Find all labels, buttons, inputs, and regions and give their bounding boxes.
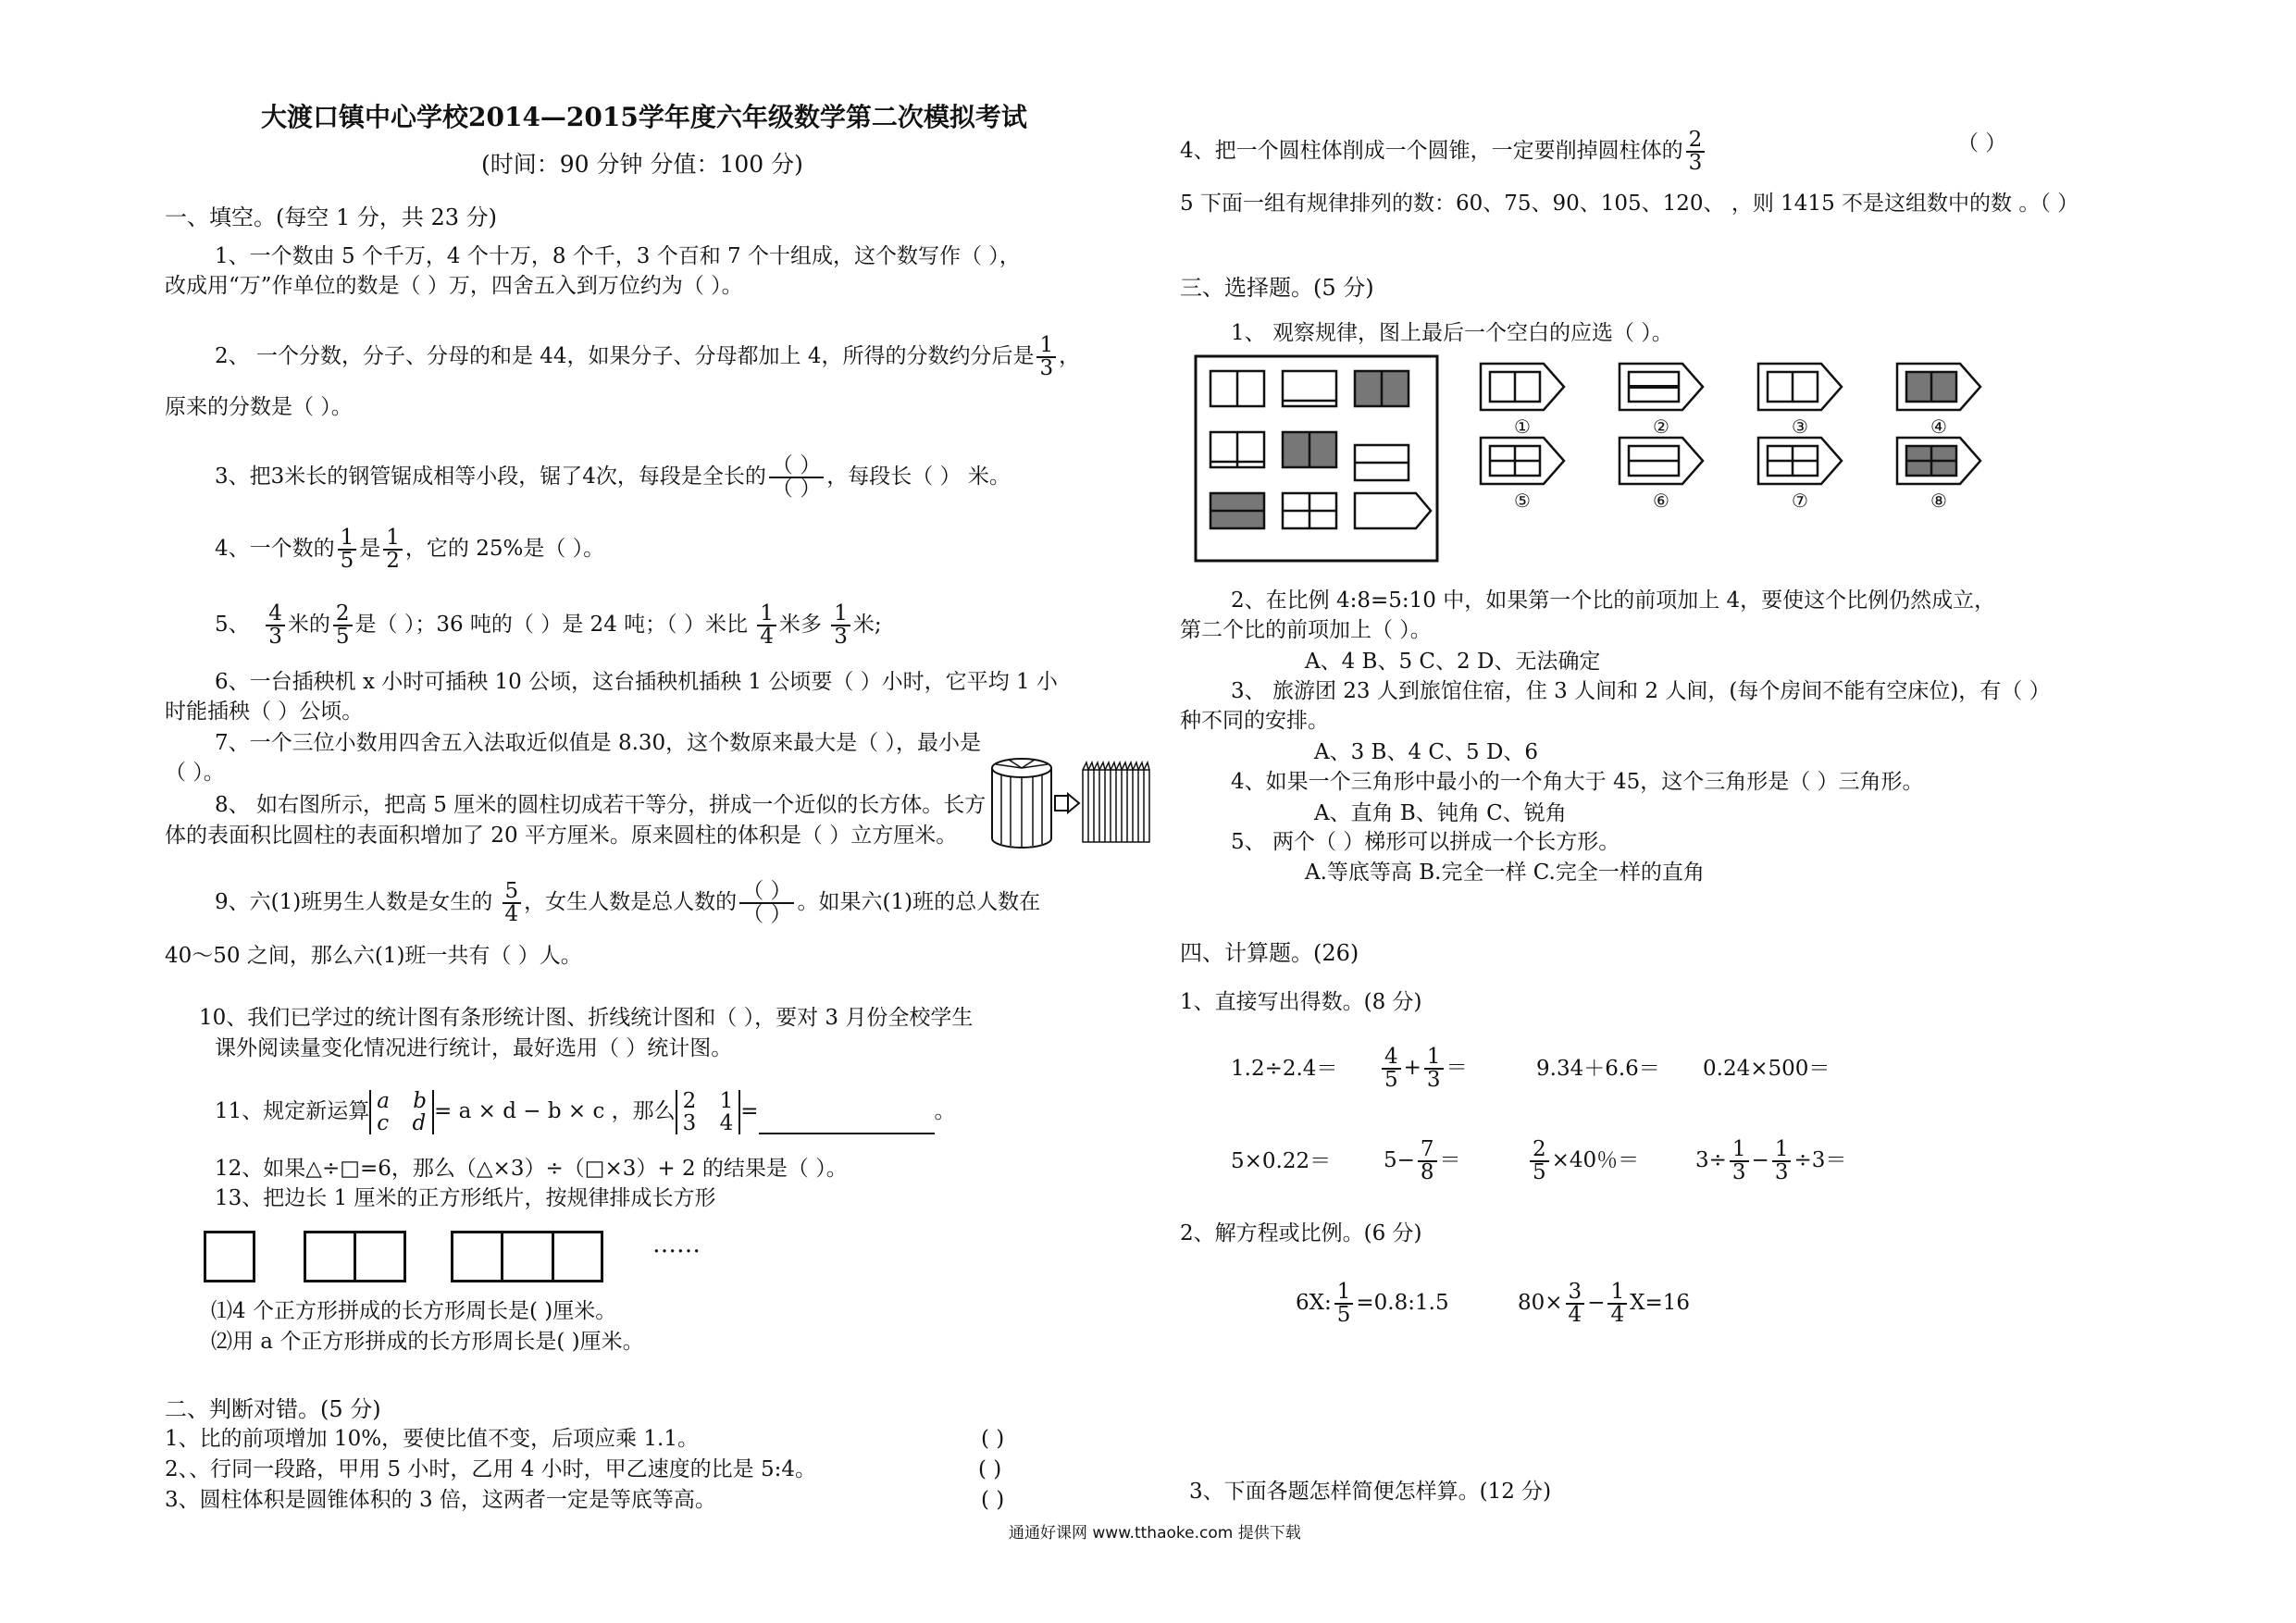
calc-part-3: 3、下面各题怎样简便怎样算。(12 分) — [1189, 1480, 1552, 1504]
option-8-label: ⑧ — [1930, 489, 1947, 512]
choice-4: 4、如果一个三角形中最小的一个角大于 45，这个三角形是（ ）三角形。 — [1231, 770, 1924, 794]
rect-3-squares — [451, 1231, 603, 1282]
q9-line2: 40～50 之间，那么六(1)班一共有（ ）人。 — [165, 944, 582, 968]
option-3-shape — [1758, 364, 1842, 410]
calc-6: 5− $\frac{7}{8}$ ＝ — [1384, 1137, 1461, 1184]
q3: 3、把3米长的钢管锯成相等小段，锯了4次，每段是全长的 $\frac{( )}{( )}$ ，每段长（ ） 米。 — [215, 453, 1011, 501]
ellipsis: …… — [652, 1231, 701, 1258]
q7-line2: （ ）。 — [165, 761, 225, 785]
q12: 12、如果△÷□=6，那么（△×3）÷（□×3）+ 2 的结果是（ ）。 — [215, 1157, 848, 1181]
calc-1: 1.2÷2.4＝ — [1231, 1057, 1338, 1081]
calc-part-2: 2、解方程或比例。(6 分) — [1180, 1221, 1422, 1245]
q6-line2: 时能插秧（ ）公顷。 — [165, 700, 364, 724]
option-1-shape — [1481, 364, 1564, 410]
square-1 — [204, 1231, 255, 1282]
option-4-label: ④ — [1930, 415, 1947, 438]
calc-part-1: 1、直接写出得数。(8 分) — [1180, 990, 1422, 1014]
q2-line1: 2、 一个分数，分子、分母的和是 44，如果分子、分母都加上 4，所得的分数约分后是 $\frac{1}{3}$ ， — [215, 333, 1081, 380]
judge-5: 5 下面一组有规律排列的数：60、75、90、105、120、 ，则 1415 不是这组数中的数 。（ ） — [1180, 192, 2079, 216]
footer-source: 通通好课网 www.tthaoke.com 提供下载 — [1009, 1524, 1301, 1542]
choice-3-line1: 3、 旅游团 23 人到旅馆住宿，住 3 人间和 2 人间，(每个房间不能有空床位)，有（ ） — [1231, 679, 2051, 703]
q13-part1: ⑴4 个正方形拼成的长方形周长是( )厘米。 — [211, 1299, 617, 1323]
page-title: 大渡口镇中心学校2014—2015学年度六年级数学第二次模拟考试 — [261, 102, 1027, 132]
judge-1: 1、比的前项增加 10%，要使比值不变，后项应乘 1.1。 — [165, 1427, 699, 1451]
q4: 4、一个数的 $\frac{1}{5}$ 是 $\frac{1}{2}$ ，它的 25%是（ ）。 — [215, 526, 605, 573]
choice-3-line2: 种不同的安排。 — [1180, 709, 1329, 733]
cylinder-to-cuboid-figure — [990, 757, 1157, 849]
q7-line1: 7、一个三位小数用四舍五入法取近似值是 8.30，这个数原来最大是（ ），最小是 — [215, 731, 981, 755]
judge-2-paren: ( ) — [978, 1457, 1002, 1481]
option-8-shape — [1897, 438, 1980, 484]
q9-line1: 9、六(1)班男生人数是女生的 $\frac{5}{4}$ ，女生人数是总人数的 $\frac{( )}{( )}$ 。如果六(1)班的总人数在 — [215, 879, 1041, 926]
q8-line2: 体的表面积比圆柱的表面积增加了 20 平方厘米。原来圆柱的体积是（ ）立方厘米。 — [165, 824, 958, 848]
q13: 13、把边长 1 厘米的正方形纸片，按规律排成长方形 — [215, 1186, 716, 1210]
q10-line2: 课外阅读量变化情况进行统计，最好选用（ ）统计图。 — [215, 1036, 733, 1060]
calc-4: 0.24×500＝ — [1703, 1057, 1831, 1081]
choice-5: 5、 两个（ ）梯形可以拼成一个长方形。 — [1231, 830, 1620, 854]
calc-8: 3÷ $\frac{1}{3}$ − $\frac{1}{3}$ ÷3＝ — [1695, 1137, 1847, 1184]
choice-1: 1、 观察规律，图上最后一个空白的应选（ ）。 — [1231, 321, 1673, 345]
q11: 11、规定新运算 a b c d = a × d − b × c ，那么 2 1 3 4 = 。 — [215, 1089, 956, 1136]
judge-4-paren: （ ） — [1957, 131, 2007, 155]
calc-3: 9.34＋6.6＝ — [1536, 1057, 1660, 1081]
choice-4-options: A、直角 B、钝角 C、锐角 — [1314, 801, 1567, 825]
choice-3-options: A、3 B、4 C、5 D、6 — [1314, 740, 1539, 764]
calc-2: $\frac{4}{5}$ + $\frac{1}{3}$ ＝ — [1379, 1042, 1468, 1094]
judge-3-paren: ( ) — [981, 1488, 1005, 1512]
q8-line1: 8、 如右图所示，把高 5 厘米的圆柱切成若干等分，拼成一个近似的长方体。长方 — [215, 793, 987, 817]
options-figure — [1479, 356, 2006, 514]
option-2-label: ② — [1653, 415, 1669, 438]
option-7-shape — [1758, 438, 1842, 484]
q1-line2: 改成用“万”作单位的数是（ ）万，四舍五入到万位约为（ ）。 — [165, 274, 743, 298]
option-1-label: ① — [1514, 415, 1531, 438]
q2-line2: 原来的分数是（ ）。 — [165, 395, 353, 419]
judge-2: 2、、行同一段路，甲用 5 小时，乙用 4 小时，甲乙速度的比是 5:4。 — [165, 1457, 816, 1481]
choice-2-options: A、4 B、5 C、2 D、无法确定 — [1305, 650, 1601, 674]
option-2-shape — [1620, 364, 1703, 410]
calc-7: $\frac{2}{5}$ ×40％＝ — [1527, 1134, 1639, 1186]
section-2-heading: 二、判断对错。(5 分) — [165, 1396, 381, 1422]
judge-1-paren: ( ) — [981, 1427, 1005, 1451]
divider — [354, 1231, 356, 1282]
q5: 5、 $\frac{4}{3}$ 米的 $\frac{2}{5}$ 是（ ）；36 吨的（ ）是 24 吨；（ ）米比 $\frac{1}{4}$ 米多 $\frac{1}{3}$ 米; — [215, 601, 882, 649]
section-1-heading: 一、填空。(每空 1 分，共 23 分) — [165, 204, 498, 230]
option-5-shape — [1481, 438, 1564, 484]
q10-line1: 10、我们已学过的统计图有条形统计图、折线统计图和（ ），要对 3 月份全校学生 — [199, 1006, 974, 1030]
option-3-label: ③ — [1792, 415, 1808, 438]
divider — [501, 1231, 503, 1282]
section-4-heading: 四、计算题。(26) — [1180, 940, 1359, 966]
option-6-shape — [1620, 438, 1703, 484]
section-3-heading: 三、选择题。(5 分) — [1180, 275, 1374, 301]
choice-5-options: A.等底等高 B.完全一样 C.完全一样的直角 — [1305, 861, 1705, 885]
q1-line1: 1、一个数由 5 个千万，4 个十万，8 个千，3 个百和 7 个十组成，这个数写作（ ）， — [215, 244, 1021, 268]
calc-5: 5×0.22＝ — [1231, 1149, 1332, 1173]
option-6-label: ⑥ — [1653, 489, 1669, 512]
choice-2-line2: 第二个比的前项加上（ ）。 — [1180, 618, 1432, 642]
divider — [552, 1231, 554, 1282]
equation-2: 80× $\frac{3}{4}$ − $\frac{1}{4}$ X=16 — [1518, 1280, 1691, 1327]
judge-3: 3、圆柱体积是圆锥体积的 3 倍，这两者一定是等底等高。 — [165, 1488, 716, 1512]
q6-line1: 6、一台插秧机 x 小时可插秧 10 公顷，这台插秧机插秧 1 公顷要（ ）小时，它平均 1 小 — [215, 670, 1058, 694]
q13-part2: ⑵用 a 个正方形拼成的长方形周长是( )厘米。 — [211, 1330, 644, 1354]
pattern-grid-figure — [1194, 354, 1439, 563]
option-5-label: ⑤ — [1514, 489, 1531, 512]
equation-1: 6X: $\frac{1}{5}$ =0.8:1.5 — [1296, 1280, 1449, 1327]
exam-info: (时间：90 分钟 分值：100 分) — [481, 151, 803, 178]
judge-4: 4、把一个圆柱体削成一个圆锥，一定要削掉圆柱体的 $\frac{2}{3}$ — [1180, 130, 1707, 174]
option-4-shape — [1897, 364, 1980, 410]
answer-line — [759, 1114, 935, 1134]
option-7-label: ⑦ — [1792, 489, 1808, 512]
choice-2-line1: 2、在比例 4:8=5:10 中，如果第一个比的前项加上 4，要使这个比例仍然成立， — [1231, 588, 1996, 613]
